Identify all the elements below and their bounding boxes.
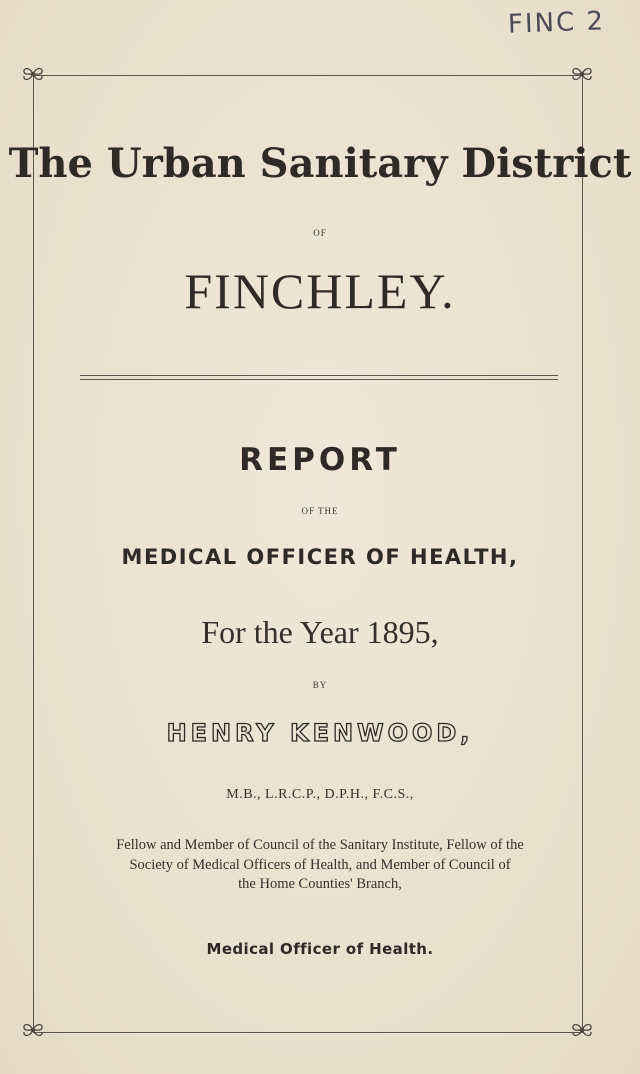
double-rule-divider xyxy=(80,375,558,380)
fellowship-line: Fellow and Member of Council of the Sanitary Institute, Fellow of the xyxy=(116,837,524,853)
by-label: BY xyxy=(312,680,328,690)
bottom-left-fleuron-icon xyxy=(19,1018,47,1042)
handwritten-annotation: FINC 2 xyxy=(507,6,606,40)
author-qualifications: M.B., L.R.C.P., D.P.H., F.C.S., xyxy=(226,787,414,802)
district-title: The Urban Sanitary District xyxy=(8,140,632,187)
top-left-fleuron-icon xyxy=(19,62,47,86)
top-right-fleuron-icon xyxy=(568,62,596,86)
of-label: OF xyxy=(313,228,327,238)
fellowship-line: the Home Counties' Branch, xyxy=(238,876,402,892)
author-name: HENRY KENWOOD, xyxy=(166,719,474,747)
fellowship-line: Society of Medical Officers of Health, and Member of Council of xyxy=(129,856,511,873)
fellowship-paragraph xyxy=(55,836,585,895)
bottom-right-fleuron-icon xyxy=(568,1018,596,1042)
role-title: Medical Officer of Health. xyxy=(206,940,434,958)
office-title: MEDICAL OFFICER OF HEALTH, xyxy=(121,545,519,569)
of-the-label: OF THE xyxy=(301,506,339,516)
report-heading: REPORT xyxy=(239,442,401,478)
year-line: For the Year 1895, xyxy=(201,614,439,650)
place-name: FINCHLEY. xyxy=(184,263,456,319)
